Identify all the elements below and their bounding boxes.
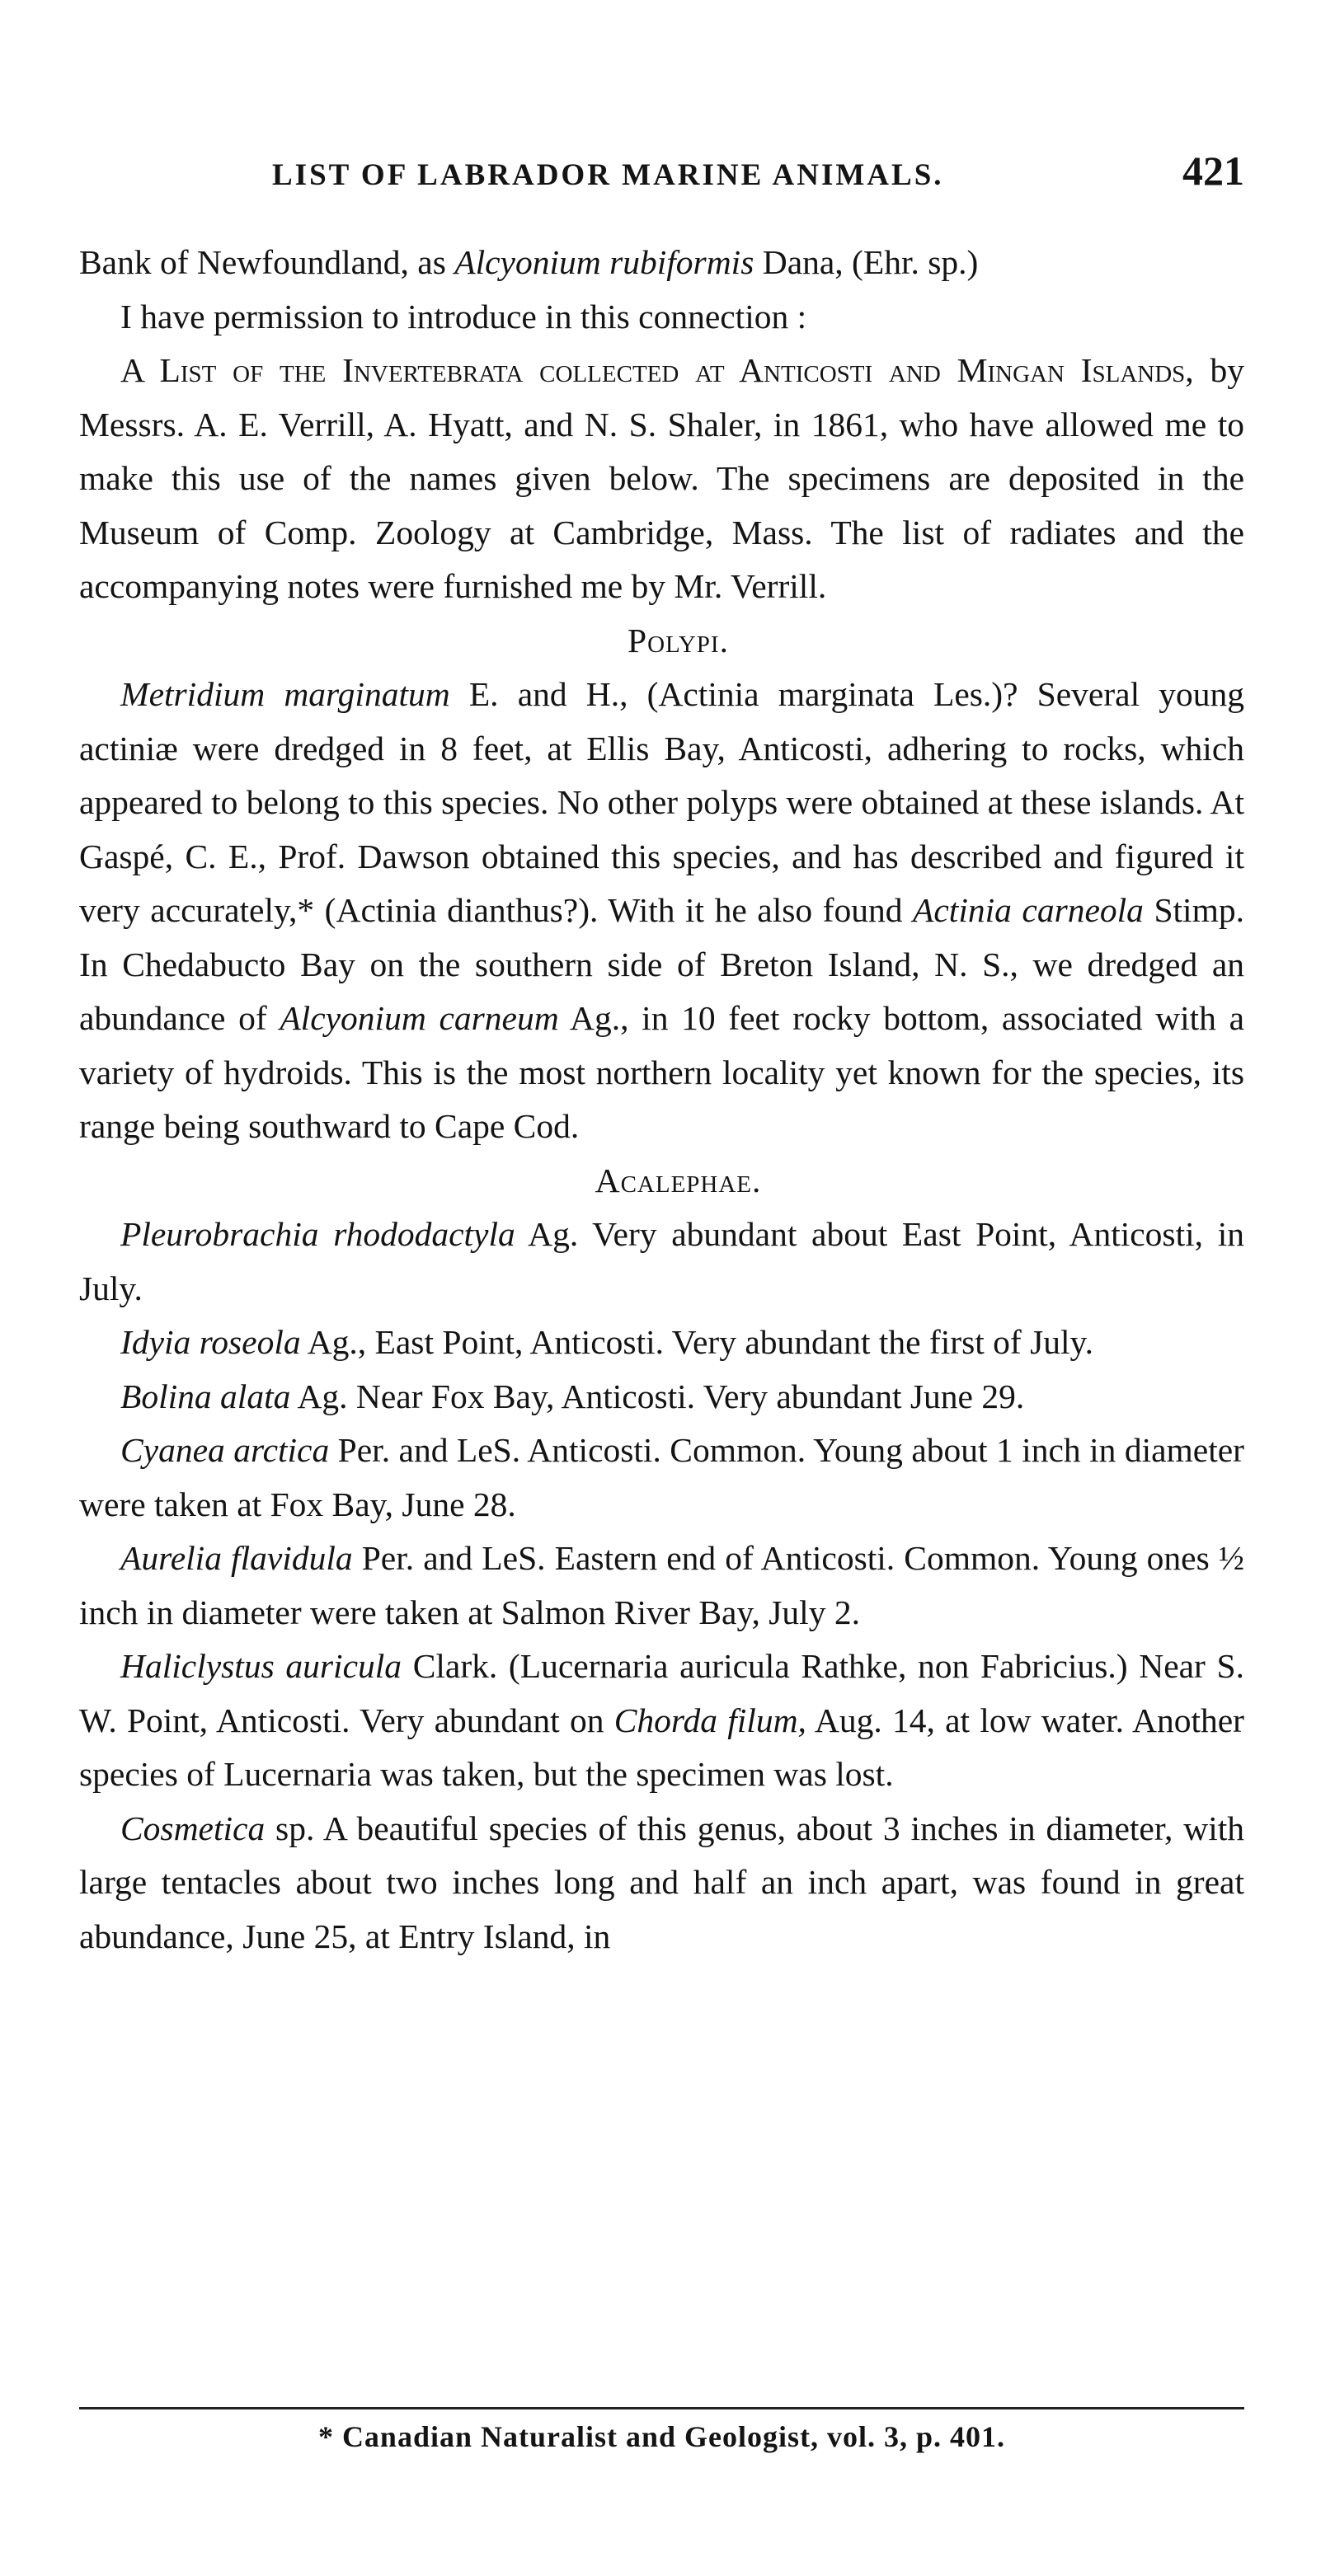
species-name: Aurelia flavidula [120, 1539, 353, 1577]
entry-haliclystus: Haliclystus auricula Clark. (Lucernaria auricula Rathke, non Fabricius.) Near S. W. Point, Anticosti. Very abundant on Chorda filum, Aug. 14, at low water. Another species of Lucernaria was taken, but the specimen was lost. [79, 1647, 1244, 1793]
paragraph-continuation: Bank of Newfoundland, as Alcyonium rubiformis Dana, (Ehr. sp.) [79, 243, 979, 281]
species-name: Haliclystus auricula [120, 1647, 402, 1685]
species-name: Cyanea arctica [120, 1431, 330, 1469]
page-body [79, 236, 1244, 1964]
species-name: Alcyonium carneum [280, 999, 559, 1037]
entry-idyia: Idyia roseola Ag., East Point, Anticosti. Very abundant the first of July. [120, 1323, 1093, 1361]
entry-pleurobrachia: Pleurobrachia rhododactyla Ag. Very abundant about East Point, Anticosti, in July. [79, 1215, 1244, 1307]
page-number: 421 [1182, 148, 1244, 194]
species-name: Bolina alata [120, 1377, 291, 1415]
section-heading-polypi: Polypi. [628, 621, 729, 659]
entry-metridium: Metridium marginatum E. and H., (Actinia marginata Les.)? Several young actiniæ were dredged in 8 feet, at Ellis Bay, Anticosti, adhering to rocks, which appeared to belong to this species. No other polyps were obtained at these islands. At Gaspé, C. E., Prof. Dawson obtained this species, and has described and figured it very accurately,* (Actinia dianthus?). With it he also found Actinia carneola Stimp. In Chedabucto Bay on the southern side of Breton Island, N. S., we dredged an abundance of Alcyonium carneum Ag., in 10 feet rocky bottom, associated with a variety of hydroids. This is the most northern locality yet known for the species, its range being southward to Cape Cod. [79, 675, 1244, 1145]
species-name: Alcyonium rubiformis [454, 243, 754, 281]
species-name: Metridium marginatum [120, 675, 450, 713]
entry-cosmetica: Cosmetica sp. A beautiful species of this genus, about 3 inches in diameter, with large tentacles about two inches long and half an inch apart, was found in great abundance, June 25, at Entry Island, in [79, 1809, 1244, 1955]
paragraph-permission: I have permission to introduce in this connection : [120, 297, 807, 335]
section-heading-acalephae: Acalephae. [595, 1161, 762, 1199]
species-name: Actinia carneola [913, 891, 1144, 929]
species-name: Pleurobrachia rhododactyla [120, 1215, 515, 1253]
species-name: Cosmetica [120, 1809, 266, 1847]
running-title: LIST OF LABRADOR MARINE ANIMALS. [272, 158, 944, 192]
species-name: Idyia roseola [120, 1323, 301, 1361]
footnote-divider [79, 2407, 1244, 2409]
entry-aurelia: Aurelia flavidula Per. and LeS. Eastern end of Anticosti. Common. Young ones ½ inch in diameter were taken at Salmon River Bay, July 2. [79, 1539, 1245, 1631]
paragraph-list-intro: A List of the Invertebrata collected at Anticosti and Mingan Islands, by Messrs. A. E. Verrill, A. Hyatt, and N. S. Shaler, in 1861, who have allowed me to make this use of the names given below. The specimens are deposited in the Museum of Comp. Zoology at Cambridge, Mass. The list of radiates and the accompanying notes were furnished me by Mr. Verrill. [79, 351, 1244, 605]
entry-cyanea: Cyanea arctica Per. and LeS. Anticosti. Common. Young about 1 inch in diameter were taken at Fox Bay, June 28. [79, 1431, 1244, 1523]
footnote: * Canadian Naturalist and Geologist, vol. 3, p. 401. [317, 2420, 1006, 2453]
entry-bolina: Bolina alata Ag. Near Fox Bay, Anticosti. Very abundant June 29. [120, 1377, 1025, 1415]
list-title: A List of the Invertebrata collected at Anticosti and Mingan Islands, [120, 351, 1194, 389]
page-header [272, 147, 1244, 195]
species-name: Chorda filum, [613, 1701, 806, 1739]
